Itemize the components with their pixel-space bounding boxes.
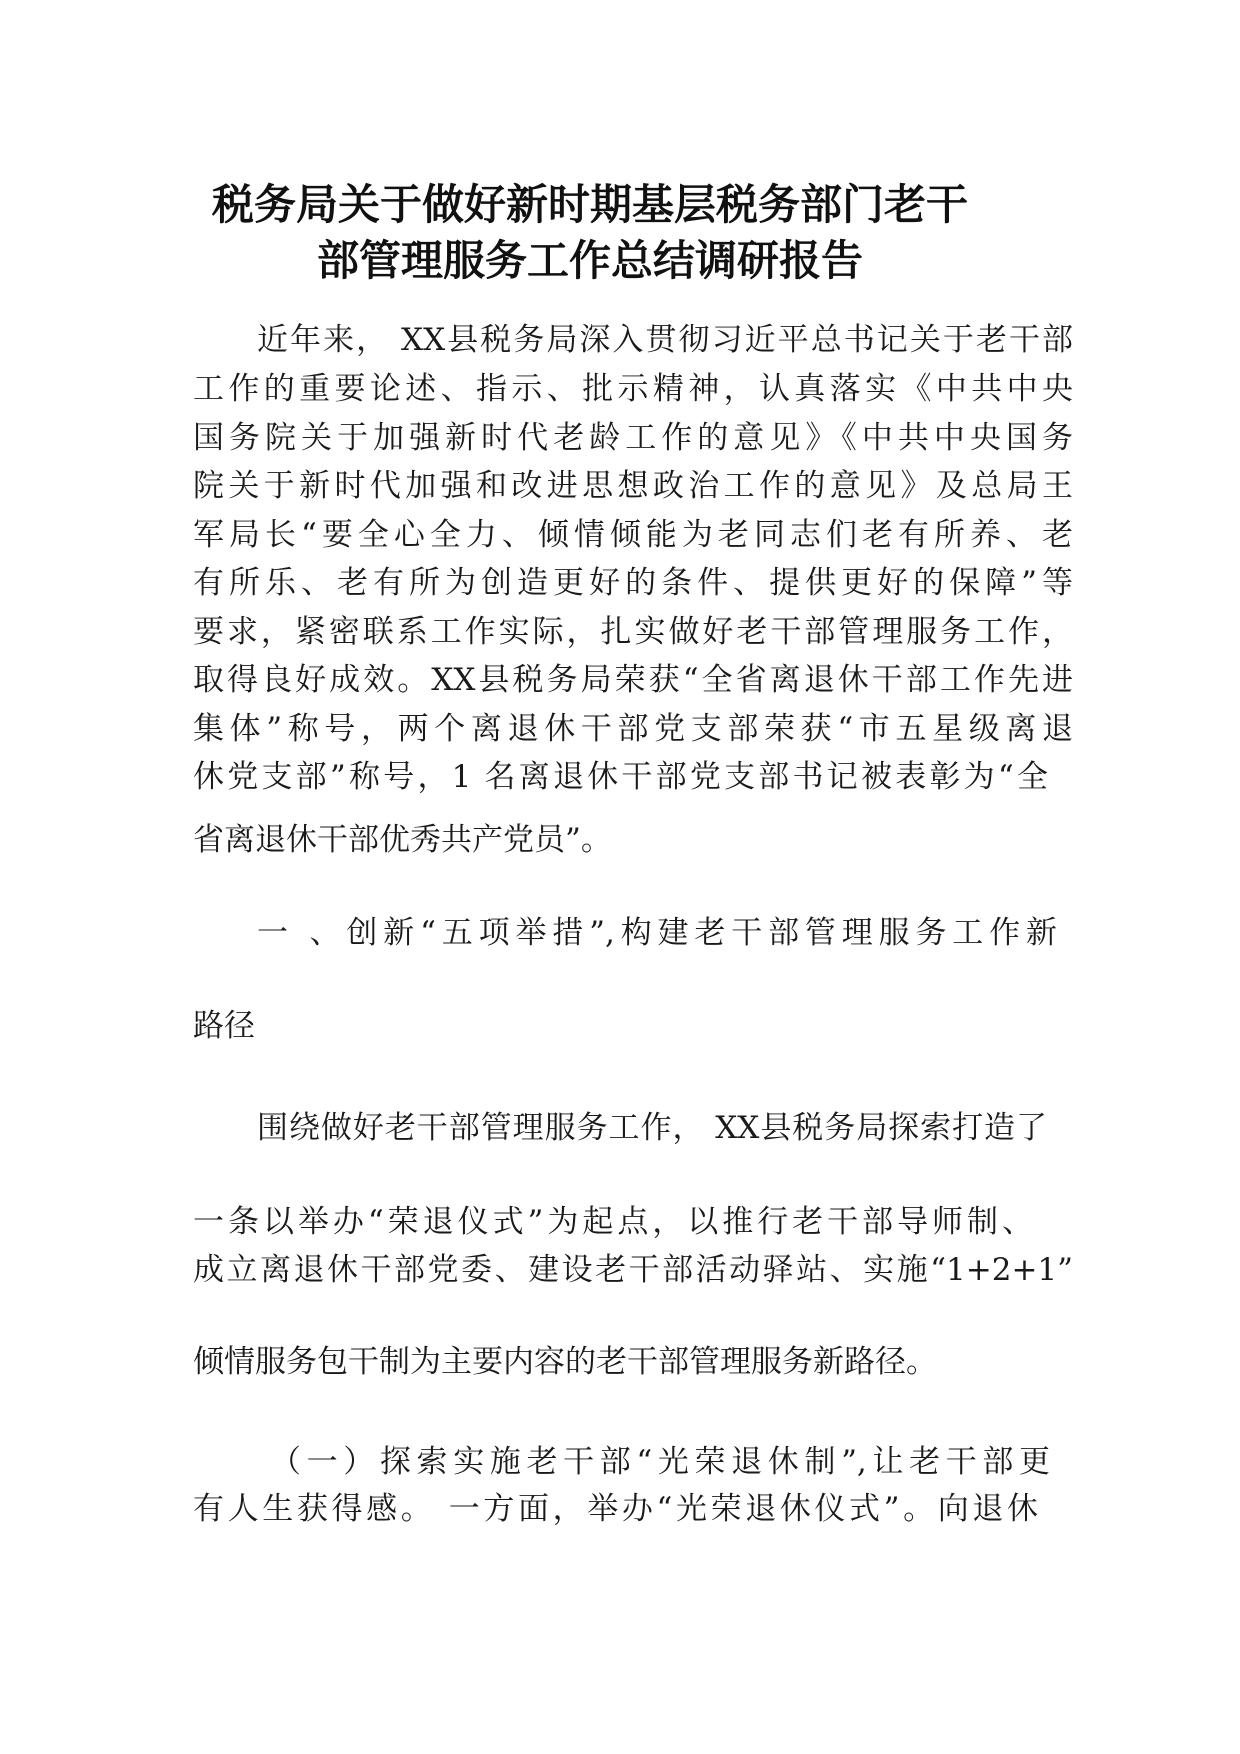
intro-line: 近年来， XX县税务局深入贯彻习近平总书记关于老干部 [257,322,1073,358]
intro-line: 有所乐、老有所为创造更好的条件、提供更好的保障”等 [193,565,1073,601]
document-title-line-2: 部管理服务工作总结调研报告 [316,236,863,285]
intro-line: 军局长“要全心全力、倾情倾能为老同志们老有所养、老 [193,517,1073,553]
subsection-line: 有人生获得感。 一方面，举办“光荣退休仪式”。向退休 [193,1491,1038,1527]
subsection-line: （一）探索实施老干部“光荣退休制”,让老干部更 [270,1444,1050,1480]
document-title-line-1: 税务局关于做好新时期基层税务部门老干 [211,180,968,229]
intro-line: 国务院关于加强新时代老龄工作的意见》《中共中央国务 [193,420,1073,456]
intro-line: 休党支部”称号，1 名离退休干部党支部书记被表彰为“全 [193,759,1048,795]
section-heading-line: 路径 [193,1008,255,1044]
intro-line: 取得良好成效。XX县税务局荣获“全省离退休干部工作先进 [193,662,1073,698]
intro-line: 工作的重要论述、指示、批示精神，认真落实《中共中央 [193,371,1073,407]
intro-line: 省离退休干部优秀共产党员”。 [193,822,612,858]
section-paragraph-line: 倾情服务包干制为主要内容的老干部管理服务新路径。 [193,1344,937,1380]
intro-line: 要求，紧密联系工作实际，扎实做好老干部管理服务工作， [193,614,1073,650]
intro-line: 院关于新时代加强和改进思想政治工作的意见》及总局王 [193,468,1073,504]
section-paragraph-line: 围绕做好老干部管理服务工作， XX县税务局探索打造了 [257,1110,1047,1146]
section-heading-line: 一 、创新“五项举措”,构建老干部管理服务工作新 [257,915,1057,951]
section-paragraph-line: 一条以举办“荣退仪式”为起点，以推行老干部导师制、 [193,1204,1033,1240]
section-paragraph-line: 成立离退休干部党委、建设老干部活动驿站、实施“1+2+1” [193,1252,1073,1288]
intro-line: 集体”称号，两个离退休干部党支部荣获“市五星级离退 [193,711,1073,747]
